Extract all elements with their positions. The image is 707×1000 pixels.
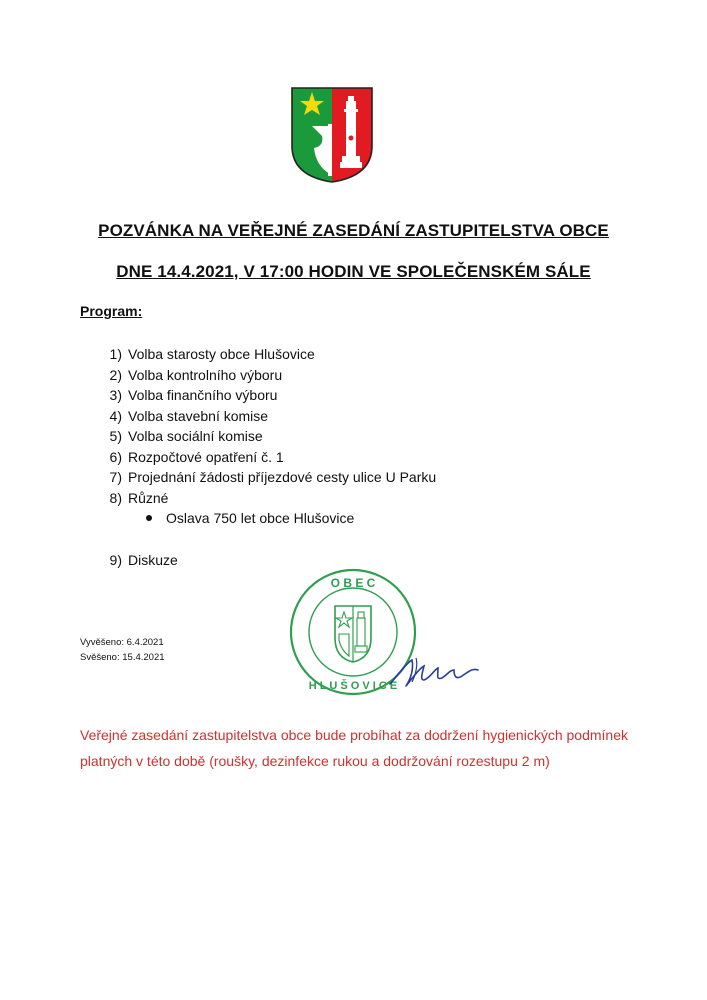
item-number: 1) bbox=[109, 346, 122, 362]
svg-text:H L U Š O V I C E: H L U Š O V I C E bbox=[308, 680, 398, 692]
removed-date: Svěšeno: 15.4.2021 bbox=[80, 652, 165, 663]
item-number: 7) bbox=[109, 469, 122, 485]
list-item bbox=[100, 467, 436, 488]
item-text: Volba kontrolního výboru bbox=[128, 366, 283, 383]
list-item bbox=[100, 385, 436, 406]
sub-list-item bbox=[100, 508, 436, 529]
handwritten-signature bbox=[386, 650, 486, 692]
item-number: 8) bbox=[109, 489, 122, 506]
item-number: 2) bbox=[109, 366, 122, 383]
item-text: Volba finančního výboru bbox=[128, 387, 278, 403]
item-number: 9) bbox=[109, 551, 122, 568]
item-text: Volba starosty obce Hlušovice bbox=[128, 346, 315, 362]
item-text: Volba stavební komise bbox=[128, 407, 269, 424]
posting-dates bbox=[80, 635, 165, 665]
item-text: Projednání žádosti příjezdové cesty ulice U Parku bbox=[128, 469, 437, 485]
item-text: Různé bbox=[128, 489, 169, 506]
item-text: Diskuze bbox=[128, 551, 178, 568]
sub-item-text: Oslava 750 let obce Hlušovice bbox=[166, 510, 355, 526]
list-item bbox=[100, 365, 436, 386]
hygiene-notice: Veřejné zasedání zastupitelstva obce bude probíhat za dodržení hygienických podmínek platných v této době (roušky, dezinfekce rukou a dodržování rozestupu 2 m) bbox=[80, 727, 628, 769]
list-item bbox=[100, 426, 436, 447]
item-number: 5) bbox=[109, 428, 122, 444]
item-number: 3) bbox=[109, 387, 122, 403]
item-text: Rozpočtové opatření č. 1 bbox=[128, 448, 284, 465]
item-number: 4) bbox=[109, 407, 122, 424]
program-list bbox=[100, 344, 436, 570]
item-number: 6) bbox=[109, 448, 122, 465]
item-text: Volba sociální komise bbox=[128, 428, 263, 444]
coat-of-arms-logo bbox=[290, 86, 374, 184]
list-item bbox=[100, 488, 436, 509]
list-item bbox=[100, 447, 436, 468]
meeting-date-heading: DNE 14.4.2021, V 17:00 HODIN VE SPOLEČENSKÉM SÁLE bbox=[116, 262, 591, 281]
posted-date: Vyvěšeno: 6.4.2021 bbox=[80, 637, 164, 648]
list-item bbox=[100, 344, 436, 365]
program-label: Program: bbox=[80, 303, 143, 319]
page-title: POZVÁNKA NA VEŘEJNÉ ZASEDÁNÍ ZASTUPITELSTVA OBCE bbox=[98, 221, 609, 240]
bullet-icon bbox=[146, 515, 152, 521]
svg-text:O B E C: O B E C bbox=[330, 576, 376, 590]
list-item bbox=[100, 406, 436, 427]
